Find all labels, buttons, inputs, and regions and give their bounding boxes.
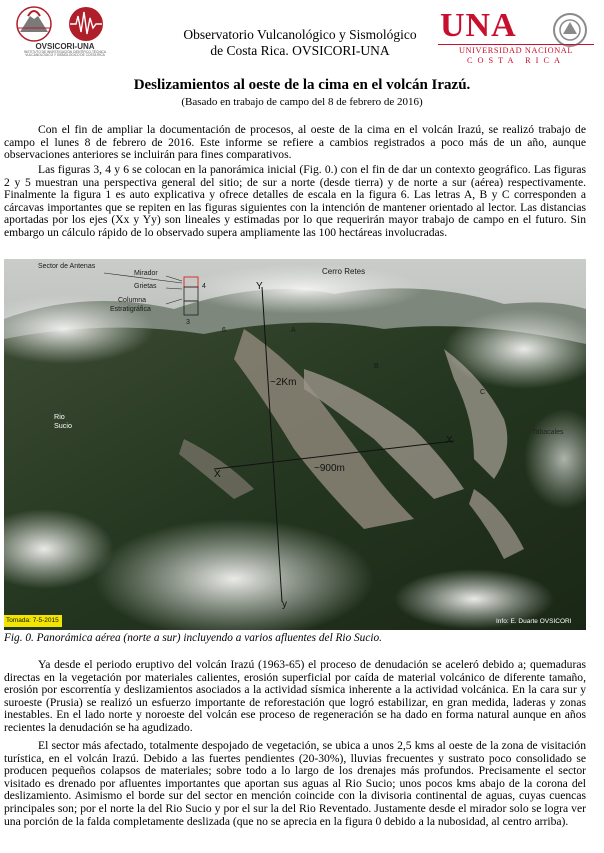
paragraph-intro: Con el fin de ampliar la documentación de procesos, al oeste de la cima en el volcán Irazú, se realizó trabajo de campo el lunes 8 de febrero de 2016. Este informe se refiere a cambios registrados a poco más de un año, aunque observaciones anteriores se incluirán para fines comparativos.: [4, 123, 586, 162]
logo-left-small-line2: VULCANOLÓGICO Y SISMOLÓGICO DE COSTA RICA: [25, 53, 105, 58]
una-logo: [436, 6, 596, 65]
label-axis-y-bottom: y: [282, 599, 287, 610]
aerial-panorama-figure: [4, 259, 586, 630]
paragraph-figures: Las figuras 3, 4 y 6 se colocan en la panorámica inicial (Fig. 0.) con el fin de dar un contexto geográfico. Las figuras 2 y 5 muestran una perspectiva general del sitio; de sur a norte (desde tierra) y de norte a sur (aérea) respectivamente. Finalmente la figura 1 es auto explicativa y ofrece detalles de escala en la figura 6. Las letras A, B y C corresponden a cárcavas importantes que se repiten en las figuras siguientes con la intención de mantener orientado al lector. Las distancias aportadas por los ejes (Xx y Yy) son lineales y estimadas por lo que requerirán mayor trabajo de campo en el futuro. Sin embargo un cálculo rápido de lo observado supera ampliamente las 100 hectáreas involucradas.: [4, 163, 586, 239]
logo-left-subtitle: [6, 51, 124, 58]
label-axis-x-left: X: [214, 469, 221, 480]
label-rio: Rio: [54, 412, 65, 421]
label-site-3: 3: [186, 319, 190, 326]
label-gully-b: B: [374, 363, 379, 370]
document-title: Deslizamientos al oeste de la cima en el volcán Irazú.: [133, 77, 471, 93]
logo-left-name: OVSICORI-UNA: [35, 42, 95, 51]
una-divider: [438, 44, 594, 45]
photo-date-badge: Tomada: 7-5-2015: [6, 617, 59, 624]
label-cerro-retes: Cerro Retes: [322, 267, 366, 276]
institution-title: [150, 27, 450, 59]
label-grietas: Grietas: [134, 283, 157, 290]
paragraph-affected-sector: El sector más afectado, totalmente despojado de vegetación, se ubica a unos 2,5 kms al oeste de la zona de visitación turística, en el volcán Irazú. Debido a las fuertes pendientes (20-30%), lluvias frecuentes y sustrato poco consolidado se producen pequeños colapsos de materiales; sobre todo a lo largo de los drenajes más profundos. Precisamente el sector visitado es drenado por afluentes importantes que aportan sus aguas al Rio Sucio; unos pocos kms abajo de la corona del deslizamiento. Asimismo el borde sur del sector en mención coincide con la divisoria continental de aguas, cuyas cuencas principales son; por el norte la del Rio Sucio y por el sur la del Rio Reventado. Justamente desde el mirador solo se logra ver una porción de la falda completamente deslizada (que no se aprecia en la figura 0 debido a la nubosidad, al centro arriba).: [4, 739, 586, 828]
label-gully-a: A: [291, 327, 296, 334]
figure-caption: Fig. 0. Panorámica aérea (norte a sur) incluyendo a varios afluentes del Rio Sucio.: [4, 632, 382, 644]
label-tabacales: Tabacales: [532, 429, 564, 436]
institution-title-line1: Observatorio Vulcanológico y Sismológico: [183, 27, 417, 42]
label-site-4: 4: [202, 283, 206, 290]
una-line1: UNIVERSIDAD NACIONAL: [458, 46, 574, 55]
label-columna: Columna: [118, 297, 147, 304]
photo-credit: Info: E. Duarte OVSICORI: [496, 618, 572, 625]
label-site-6: 6: [222, 327, 226, 334]
label-gully-c: C: [480, 389, 486, 396]
aerial-photo: [4, 259, 586, 630]
logo-left-small-line1: INSTITUTO DE INVESTIGACIÓN CIENTÍFICO-TÉCNICA: [24, 50, 106, 54]
label-axis-x-right: X: [446, 435, 453, 446]
ovsicori-logo: [6, 4, 124, 58]
document-subtitle: (Basado en trabajo de campo del 8 de febrero de 2016): [181, 96, 423, 108]
institution-title-line2: de Costa Rica. OVSICORI-UNA: [210, 43, 390, 58]
label-sector-antenas: Sector de Antenas: [38, 263, 96, 270]
label-axis-y-top: Y: [256, 281, 263, 292]
label-mirador: Mirador: [134, 270, 158, 277]
una-seal-icon: [550, 12, 590, 48]
una-line2: COSTA RICA: [467, 56, 565, 65]
una-wordmark: UNA: [440, 7, 517, 44]
paragraph-denudation: Ya desde el periodo eruptivo del volcán Irazú (1963-65) el proceso de denudación se aceleró debido a; quemaduras directas en la vegetación por materiales calientes, erosión superficial por caída de material volcánico de diferente tamaño, erosión por escorrentía y deslizamientos asociados a la actividad sísmica inherente a la actividad volcánica. En la cara sur y suroeste (Prusia) se realizó un esfuerzo importante de reforestación que logró estabilizar, en gran medida, laderas y zonas inestables. En el lado norte y noroeste del volcán ese proceso de regeneración se ha dado en forma natural aunque en años recientes la denudación se ha agudizado.: [4, 658, 586, 734]
label-estratigrafica: Estratigráfica: [110, 306, 151, 313]
label-sucio: Sucio: [54, 421, 72, 430]
label-distance-x: ~900m: [314, 463, 345, 474]
label-distance-y: ~2Km: [270, 377, 297, 388]
